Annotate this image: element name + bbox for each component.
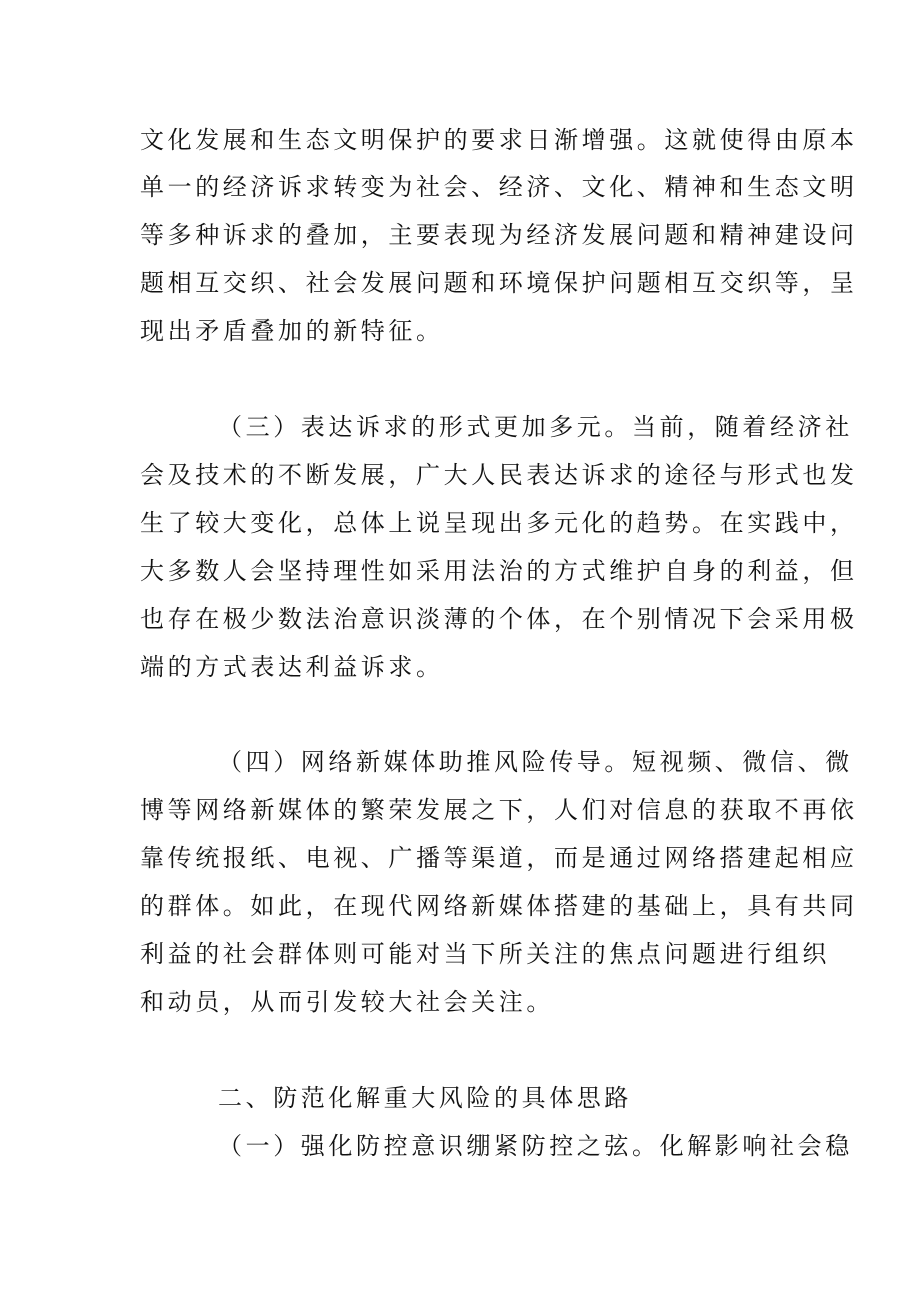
paragraph-1-line-2: 单一的经济诉求转变为社会、经济、文化、精神和生态文明 xyxy=(140,173,858,201)
paragraph-3-line-6: 和动员，从而引发较大社会关注。 xyxy=(140,988,554,1016)
paragraph-1-line-1: 文化发展和生态文明保护的要求日渐增强。这就使得由原本 xyxy=(140,126,858,154)
paragraph-2-line-6: 端的方式表达利益诉求。 xyxy=(140,653,444,681)
paragraph-3-line-2: 博等网络新媒体的繁荣发展之下，人们对信息的获取不再依 xyxy=(140,796,858,824)
paragraph-1-line-5: 现出矛盾叠加的新特征。 xyxy=(140,317,444,345)
paragraph-2-line-4: 大多数人会坚持理性如采用法治的方式维护自身的利益，但 xyxy=(140,557,858,585)
paragraph-2-line-3: 生了较大变化，总体上说呈现出多元化的趋势。在实践中， xyxy=(140,509,858,537)
paragraph-1-line-3: 等多种诉求的叠加，主要表现为经济发展问题和精神建设问 xyxy=(140,221,858,249)
paragraph-3-line-1: （四）网络新媒体助推风险传导。短视频、微信、微 xyxy=(218,748,853,776)
paragraph-4-line-1: （一）强化防控意识绷紧防控之弦。化解影响社会稳 xyxy=(218,1132,853,1160)
paragraph-1-line-4: 题相互交织、社会发展问题和环境保护问题相互交织等，呈 xyxy=(140,269,858,297)
paragraph-3-line-5: 利益的社会群体则可能对当下所关注的焦点问题进行组织 xyxy=(140,940,830,968)
section-heading: 二、防范化解重大风险的具体思路 xyxy=(218,1084,632,1112)
paragraph-2-line-5: 也存在极少数法治意识淡薄的个体，在个别情况下会采用极 xyxy=(140,605,858,633)
paragraph-2-line-2: 会及技术的不断发展，广大人民表达诉求的途径与形式也发 xyxy=(140,461,858,489)
paragraph-2-line-1: （三）表达诉求的形式更加多元。当前，随着经济社 xyxy=(218,413,853,441)
paragraph-3-line-4: 的群体。如此，在现代网络新媒体搭建的基础上，具有共同 xyxy=(140,892,858,920)
paragraph-3-line-3: 靠传统报纸、电视、广播等渠道，而是通过网络搭建起相应 xyxy=(140,844,858,872)
